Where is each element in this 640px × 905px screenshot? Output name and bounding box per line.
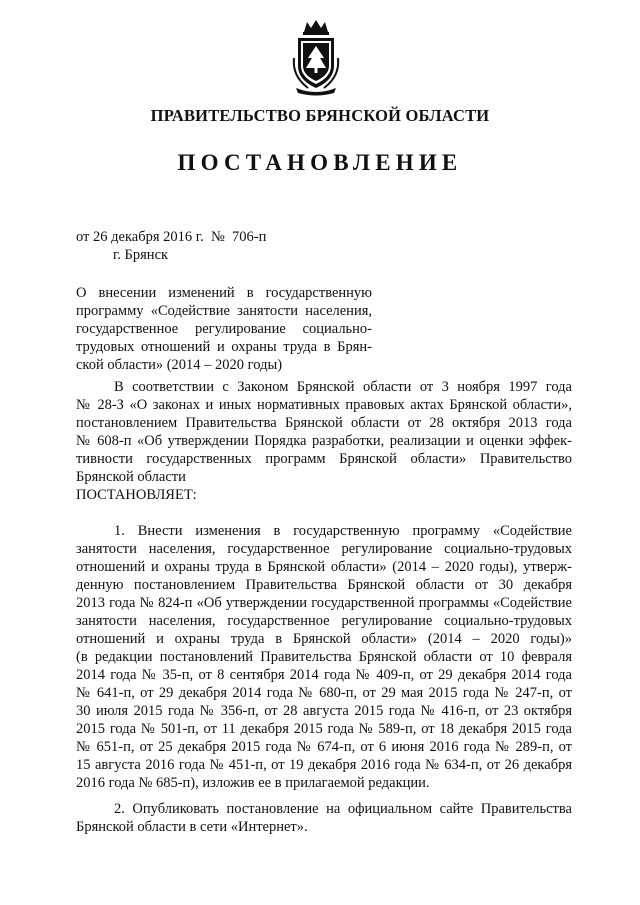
- item-1-line: № 641-п, от 29 декабря 2014 года № 680-п, от 29 мая 2015 года № 247-п, от: [76, 685, 572, 701]
- item-1-line: 2015 года № 501-п, от 11 декабря 2015 года № 589-п, от 18 декабря 2015 года: [76, 721, 572, 737]
- subject-line: ской области» (2014 – 2020 годы): [76, 357, 283, 373]
- item-1-line: 2016 года № 685-п), изложив ее в прилагаемой редакции.: [76, 775, 430, 791]
- preamble-line: № 28-З «О законах и иных нормативных правовых актах Брянской области»,: [76, 397, 572, 413]
- resolves-keyword: ПОСТАНОВЛЯЕТ:: [76, 487, 197, 503]
- government-name: ПРАВИТЕЛЬСТВО БРЯНСКОЙ ОБЛАСТИ: [150, 106, 490, 125]
- document-city: г. Брянск: [113, 247, 169, 263]
- preamble-paragraph: [76, 378, 572, 504]
- document-date-number: от 26 декабря 2016 г. № 706-п: [76, 229, 267, 245]
- preamble-line: Брянской области: [76, 469, 186, 485]
- coat-of-arms-icon: [288, 18, 344, 96]
- item-1-line: 2013 года № 824-п «Об утверждении государственной программы «Содействие: [76, 595, 572, 611]
- item-1-line: 30 июля 2015 года № 356-п, от 28 августа 2015 года № 416-п, от 23 октября: [76, 703, 572, 719]
- item-1-line: 15 августа 2016 года № 451-п, от 19 декабря 2016 года № 634-п, от 26 декабря: [76, 757, 572, 773]
- document-type-title: ПОСТАНОВЛЕНИЕ: [177, 150, 463, 175]
- preamble-line: № 608-п «Об утверждении Порядка разработки, реализации и оценки эффек-: [76, 433, 572, 449]
- item-1-line: отношений и охраны труда в Брянской области» (2014 – 2020 годы), утверж-: [76, 559, 572, 575]
- subject-line: О внесении изменений в государственную: [76, 285, 372, 301]
- subject-line: государственное регулирование социально-: [76, 321, 372, 337]
- subject-line: трудовых отношений и охраны труда в Брян-: [76, 339, 372, 355]
- item-1-line: 1. Внести изменения в государственную программу «Содействие: [114, 523, 572, 539]
- item-2-paragraph: [76, 800, 572, 836]
- item-2-line: Брянской области в сети «Интернет».: [76, 819, 308, 835]
- item-1-line: денную постановлением Правительства Брянской области от 30 декабря: [76, 577, 572, 593]
- item-1-line: (в редакции постановлений Правительства Брянской области от 10 февраля: [76, 649, 572, 665]
- item-1-line: № 651-п, от 25 декабря 2015 года № 674-п, от 6 июня 2016 года № 289-п, от: [76, 739, 572, 755]
- subject-line: программу «Содействие занятости населения,: [76, 303, 372, 319]
- item-1-paragraph: [76, 522, 572, 792]
- item-2-line: 2. Опубликовать постановление на официальном сайте Правительства: [114, 801, 572, 817]
- document-subject: [76, 284, 372, 374]
- item-1-line: отношений и охраны труда в Брянской области» (2014 – 2020 годы)»: [76, 631, 572, 647]
- preamble-line: тивности государственных программ Брянской области» Правительство: [76, 451, 572, 467]
- preamble-line: постановлением Правительства Брянской области от 28 октября 2013 года: [76, 415, 572, 431]
- item-1-line: занятости населения, государственное регулирование социально-трудовых: [76, 541, 572, 557]
- preamble-line: В соответствии с Законом Брянской области от 3 ноября 1997 года: [114, 379, 572, 395]
- item-1-line: 2014 года № 35-п, от 8 сентября 2014 года № 409-п, от 29 декабря 2014 года: [76, 667, 572, 683]
- item-1-line: занятости населения, государственное регулирование социально-трудовых: [76, 613, 572, 629]
